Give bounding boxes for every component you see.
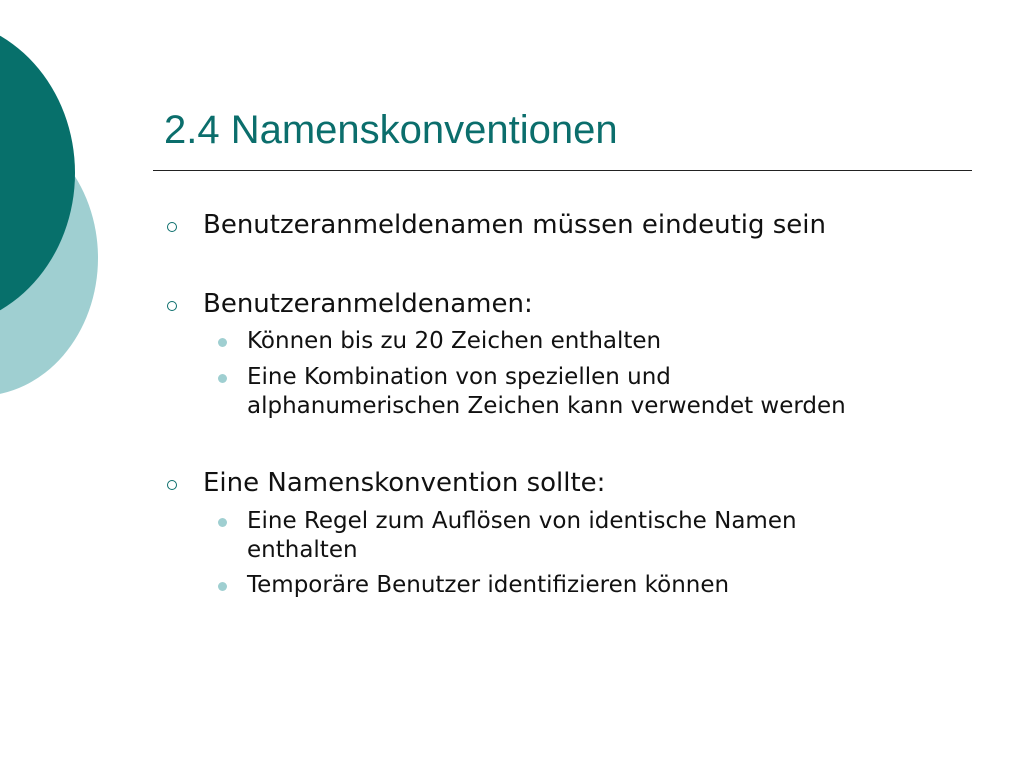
sub-bullet-dot-icon xyxy=(218,374,227,383)
bullet-2: Benutzeranmeldenamen: xyxy=(203,289,533,319)
sub-bullet-2-2-line-1: Eine Kombination von speziellen und xyxy=(247,364,671,390)
bullet-ring-icon xyxy=(167,222,177,232)
sub-bullet-3-1-line-2: enthalten xyxy=(247,537,358,563)
sub-bullet-dot-icon xyxy=(218,518,227,527)
bullet-ring-icon xyxy=(167,301,177,311)
sub-bullet-2-1: Können bis zu 20 Zeichen enthalten xyxy=(247,328,662,354)
sub-bullet-3-1-line-1: Eine Regel zum Auflösen von identische Namen xyxy=(247,508,797,534)
sub-bullet-dot-icon xyxy=(218,582,227,591)
sub-bullet-2-2-line-2: alphanumerischen Zeichen kann verwendet werden xyxy=(247,393,846,419)
sub-bullet-3-2: Temporäre Benutzer identifizieren können xyxy=(247,572,730,598)
bullet-3: Eine Namenskonvention sollte: xyxy=(203,468,606,498)
sub-bullet-dot-icon xyxy=(218,338,227,347)
slide-title: 2.4 Namenskonventionen xyxy=(164,108,618,152)
bullet-1: Benutzeranmeldenamen müssen eindeutig sein xyxy=(203,210,826,240)
bullet-ring-icon xyxy=(167,480,177,490)
